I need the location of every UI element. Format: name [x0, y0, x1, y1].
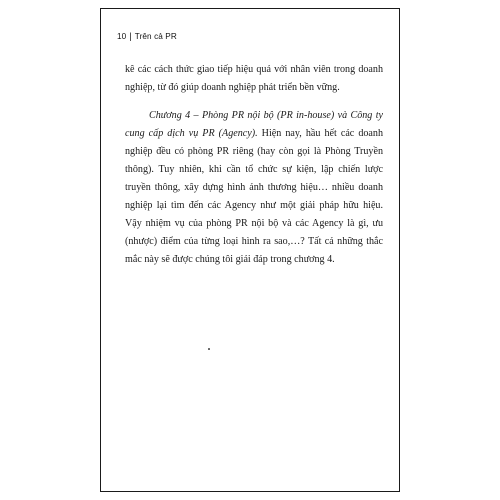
running-head-separator: | [129, 31, 132, 41]
page-number: 10 [117, 32, 127, 41]
book-page [100, 8, 400, 492]
book-title: Trên cả PR [134, 32, 177, 41]
paragraph-chapter-4 [125, 107, 383, 269]
chapter-4-heading-inline: Chương 4 – Phòng PR nội bộ (PR in-house) và Công ty cung cấp dịch vụ PR (Agency). [125, 110, 383, 139]
page-body [125, 61, 383, 269]
running-head [117, 31, 177, 41]
paragraph-continued: kê các cách thức giao tiếp hiệu quả với nhân viên trong doanh nghiệp, từ đó giúp doanh nghiệp phát triển bền vững. [125, 64, 383, 93]
paper-speck [208, 348, 210, 350]
chapter-4-description: Hiện nay, hầu hết các doanh nghiệp đều có phòng PR riêng (hay còn gọi là Phòng Truyền thông). Tuy nhiên, khi cần tổ chức sự kiện, lập chiến lược truyền thông, xây dựng hình ảnh thương hiệu… nhiều doanh nghiệp lại tìm đến các Agency như một giải pháp hữu hiệu. Vậy nhiệm vụ của phòng PR nội bộ và các Agency là gì, ưu (nhược) điểm của từng loại hình ra sao,…? Tất cả những thắc mắc này sẽ được chúng tôi giải đáp trong chương 4. [125, 128, 383, 265]
